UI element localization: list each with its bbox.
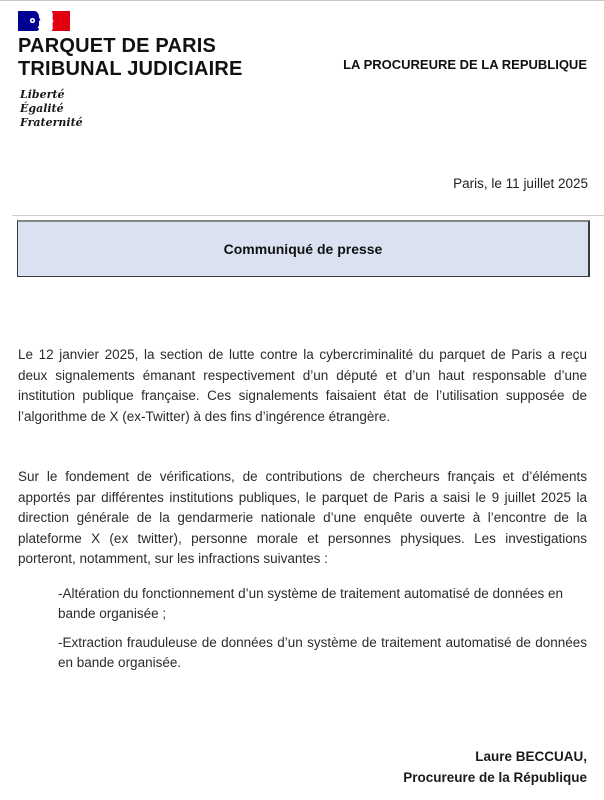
institution-logo-block [18, 11, 243, 130]
motto-fraternite: Fraternité [20, 116, 83, 129]
banner-title: Communiqué de presse [223, 241, 383, 257]
motto-egalite: Égalité [20, 102, 64, 115]
republic-motto [18, 88, 243, 130]
signature-role: Procureure de la République [403, 770, 587, 785]
org-name-line2: TRIBUNAL JUDICIAIRE [18, 58, 243, 80]
infraction-item-extraction: -Extraction frauduleuse de données d’un système de traitement automatisé de données en bande organisée. [58, 634, 587, 670]
press-release-banner [17, 220, 590, 277]
dateline: Paris, le 11 juillet 2025 [453, 176, 588, 191]
signature-block [403, 746, 587, 788]
page-top-hairline [0, 0, 604, 1]
motto-liberte: Liberté [20, 88, 65, 101]
paragraph-signalements: Le 12 janvier 2025, la section de lutte contre la cybercriminalité du parquet de Paris a reçu deux signalements émanant respectivement d’un député et d’un haut responsable d’une institution publique française. Ces signalements faisaient état de l’utilisation supposée de l’algorithme de X (ex-Twitter) à des fins d’ingérence étrangère. [18, 347, 587, 424]
document-body [18, 345, 587, 674]
org-name-line1: PARQUET DE PARIS [18, 35, 217, 57]
infraction-item-alteration: -Altération du fonctionnement d’un système de traitement automatisé de données en bande organisée ; [58, 585, 564, 621]
office-title: LA PROCUREURE DE LA REPUBLIQUE [343, 57, 587, 72]
signature-name: Laure BECCUAU, [475, 749, 587, 764]
paragraph-enquete: Sur le fondement de vérifications, de contributions de chercheurs français et d’éléments apportés par différentes institutions publiques, le parquet de Paris a saisi le 9 juillet 2025 la direction générale de la gendarmerie nationale d’une enquête ouverte à l’encontre de la plateforme X (ex twitter), personne morale et personnes physiques. Les investigations porteront, notamment, sur les infractions suivantes : [18, 469, 587, 566]
french-flag-marianne-icon [18, 11, 70, 31]
banner-top-hairline [12, 215, 604, 216]
